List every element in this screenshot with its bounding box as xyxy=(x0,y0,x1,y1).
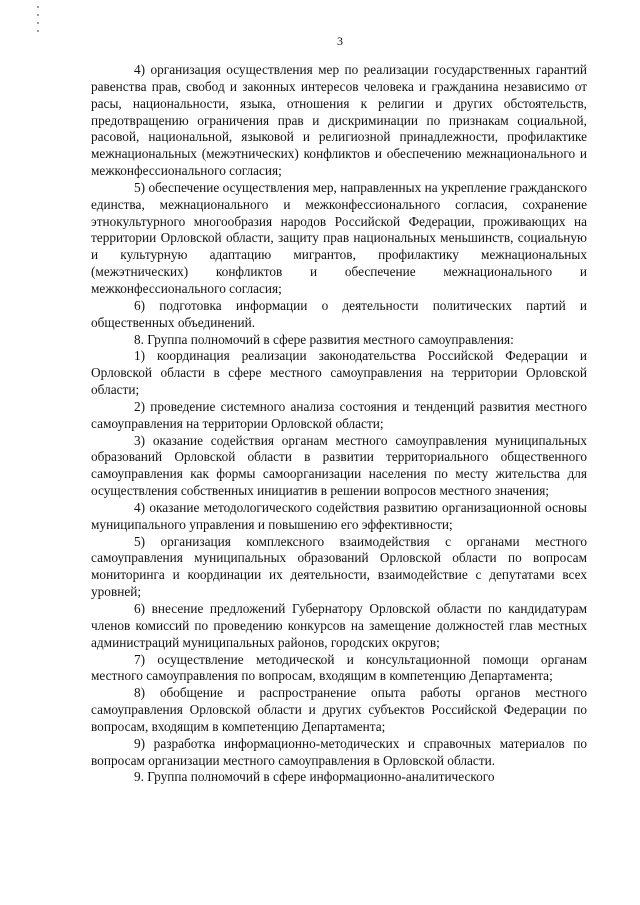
paragraph-section8-item-2: 2) проведение системного анализа состояния и тенденций развития местного самоуправления на территории Орловской области; xyxy=(91,398,587,431)
paragraph-section8-item-4: 4) оказание методологического содействия развитию организационной основы муниципального управления и повышению его эффективности; xyxy=(91,499,587,532)
paragraph-section8-item-6: 6) внесение предложений Губернатору Орловской области по кандидатурам членов комиссий по проведению конкурсов на замещение должностей глав местных администраций муниципальных районов, городских округов; xyxy=(91,601,587,650)
paragraph-section8-item-1: 1) координация реализации законодательства Российской Федерации и Орловской области в сфере местного самоуправления на территории Орловской области; xyxy=(91,348,587,398)
section-heading-9: 9. Группа полномочий в сфере информационно-аналитического xyxy=(134,769,495,785)
scan-mark xyxy=(37,6,39,8)
paragraph-section8-item-3: 3) оказание содействия органам местного самоуправления муниципальных образований Орловской области в развитии территориального общественного самоуправления как формы самоорганизации населения по месту жительства для осуществления собственных инициатив в решении вопросов местного значения; xyxy=(91,432,587,499)
scan-mark xyxy=(37,14,39,16)
paragraph-section8-item-5: 5) организация комплексного взаимодействия с органами местного самоуправления муниципальных образований Орловской области по вопросам мониторинга и координации их деятельности, взаимодействие с депутатами всех уровней; xyxy=(91,533,587,600)
paragraph-section8-item-8: 8) обобщение и распространение опыта работы органов местного самоуправления Орловской области и других субъектов Российской Федерации по вопросам, входящим в компетенцию Департамента; xyxy=(91,685,587,734)
paragraph-section8-item-9: 9) разработка информационно-методических и справочных материалов по вопросам организации местного самоуправления в Орловской области. xyxy=(91,735,587,768)
section-heading-8: 8. Группа полномочий в сфере развития местного самоуправления: xyxy=(134,331,514,347)
document-body xyxy=(91,62,587,786)
scan-mark xyxy=(37,22,39,24)
page-number: 3 xyxy=(337,34,343,48)
paragraph-item-6: 6) подготовка информации о деятельности политических партий и общественных объединений. xyxy=(91,297,587,330)
scan-mark xyxy=(37,30,39,32)
paragraph-item-5: 5) обеспечение осуществления мер, направленных на укрепление гражданского единства, межнационального и межконфессионального согласия, сохранение этнокультурного многообразия народов Российской Федерации, проживающих на территории Орловской области, защиту прав национальных меньшинств, социальную и культурную адаптацию мигрантов, профилактику межнациональных (межэтнических) конфликтов и обеспечение межнационального и межконфессионального согласия; xyxy=(91,179,587,296)
paragraph-item-4: 4) организация осуществления мер по реализации государственных гарантий равенства прав, свобод и законных интересов человека и гражданина независимо от расы, национальности, языка, отношения к религии и других обстоятельств, предотвращению ограничения прав и дискриминации по признакам социальной, расовой, национальной, языковой и религиозной принадлежности, профилактике межнациональных (межэтнических) конфликтов и обеспечению межнационального и межконфессионального согласия; xyxy=(91,62,587,179)
paragraph-section8-item-7: 7) осуществление методической и консультационной помощи органам местного самоуправления по вопросам, входящим в компетенцию Департамента; xyxy=(91,651,587,684)
